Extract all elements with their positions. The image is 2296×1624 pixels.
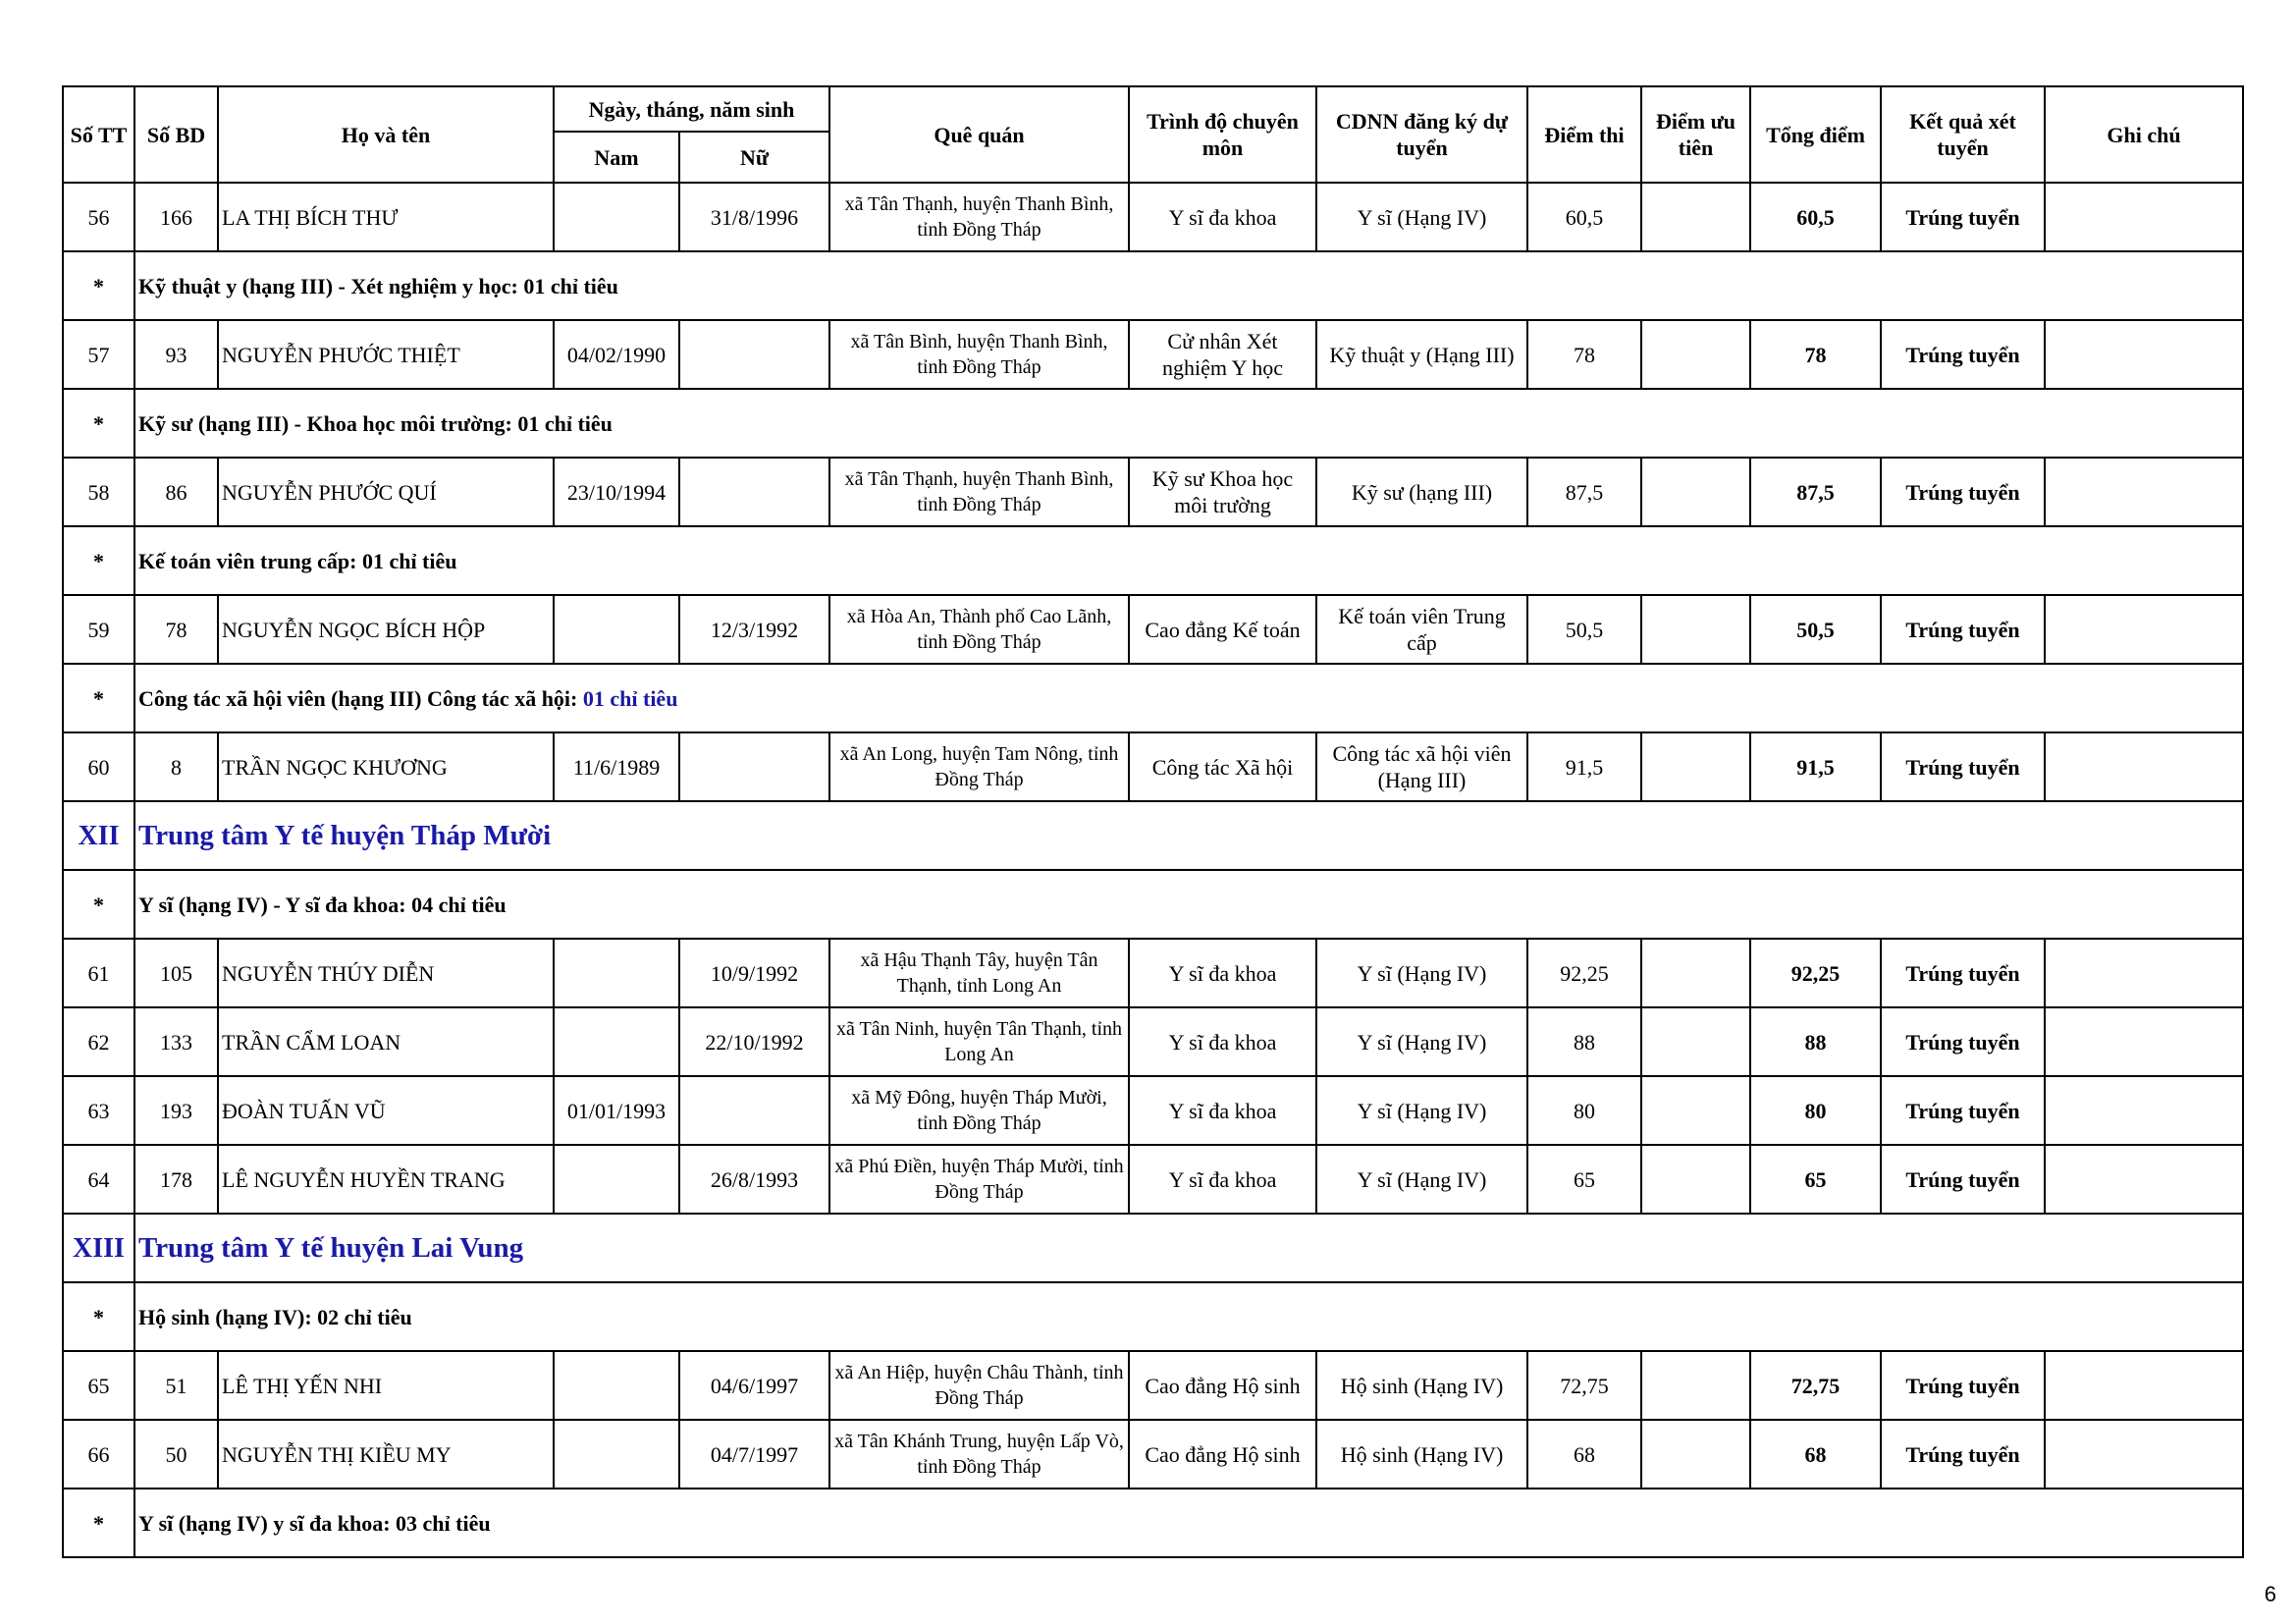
cell-dob-male: 11/6/1989 [554, 732, 679, 801]
cell-cdnn: Kỹ sư (hạng III) [1316, 458, 1527, 526]
header-priority-score: Điểm ưu tiên [1641, 86, 1750, 183]
cell-name: LÊ THỊ YẾN NHI [218, 1351, 554, 1420]
cell-priority-score [1641, 320, 1750, 389]
cell-total: 68 [1750, 1420, 1881, 1489]
cell-dob-female: 31/8/1996 [679, 183, 829, 251]
cell-hometown: xã Phú Điền, huyện Tháp Mười, tỉnh Đồng Tháp [829, 1145, 1129, 1214]
group-label-text: Y sĩ (hạng IV) - Y sĩ đa khoa: 04 chỉ tiêu [138, 892, 507, 917]
cell-exam-score: 60,5 [1527, 183, 1641, 251]
group-label-highlight: 01 chỉ tiêu [582, 685, 678, 711]
results-table [62, 85, 2244, 1558]
cell-exam-score: 91,5 [1527, 732, 1641, 801]
group-marker: * [63, 1489, 134, 1557]
cell-exam-score: 72,75 [1527, 1351, 1641, 1420]
group-label [134, 1282, 2243, 1351]
group-row [63, 389, 2243, 458]
group-label-text: Y sĩ (hạng IV) y sĩ đa khoa: 03 chỉ tiêu [138, 1510, 491, 1536]
cell-dob-male: 01/01/1993 [554, 1076, 679, 1145]
table-row [63, 320, 2243, 389]
group-label [134, 1489, 2243, 1557]
section-number: XII [63, 801, 134, 870]
cell-name: TRẦN NGỌC KHƯƠNG [218, 732, 554, 801]
table-row [63, 939, 2243, 1007]
cell-name: NGUYỄN NGỌC BÍCH HỘP [218, 595, 554, 664]
header-hometown: Quê quán [829, 86, 1129, 183]
cell-exam-score: 68 [1527, 1420, 1641, 1489]
section-row [63, 1214, 2243, 1282]
header-total: Tổng điểm [1750, 86, 1881, 183]
cell-qualification: Cao đẳng Hộ sinh [1129, 1351, 1316, 1420]
header-stt: Số TT [63, 86, 134, 183]
cell-exam-score: 92,25 [1527, 939, 1641, 1007]
cell-note [2045, 458, 2243, 526]
cell-exam-score: 88 [1527, 1007, 1641, 1076]
cell-priority-score [1641, 1351, 1750, 1420]
cell-total: 91,5 [1750, 732, 1881, 801]
cell-sbd: 86 [134, 458, 218, 526]
cell-note [2045, 183, 2243, 251]
cell-result: Trúng tuyển [1881, 1145, 2045, 1214]
cell-sbd: 8 [134, 732, 218, 801]
group-label-text: Kế toán viên trung cấp: 01 chỉ tiêu [138, 548, 457, 573]
group-label [134, 870, 2243, 939]
group-marker: * [63, 1282, 134, 1351]
cell-stt: 60 [63, 732, 134, 801]
cell-result: Trúng tuyển [1881, 183, 2045, 251]
cell-stt: 56 [63, 183, 134, 251]
group-label-text: Công tác xã hội viên (hạng III) Công tác xã hội: [138, 685, 583, 711]
cell-hometown: xã Hậu Thạnh Tây, huyện Tân Thạnh, tỉnh Long An [829, 939, 1129, 1007]
cell-dob-female: 10/9/1992 [679, 939, 829, 1007]
cell-dob-female [679, 1076, 829, 1145]
group-row [63, 870, 2243, 939]
page-number: 6 [2264, 1582, 2276, 1606]
header-exam-score: Điểm thi [1527, 86, 1641, 183]
header-name: Họ và tên [218, 86, 554, 183]
cell-stt: 57 [63, 320, 134, 389]
cell-dob-female: 26/8/1993 [679, 1145, 829, 1214]
cell-qualification: Y sĩ đa khoa [1129, 1145, 1316, 1214]
header-result: Kết quả xét tuyển [1881, 86, 2045, 183]
cell-total: 65 [1750, 1145, 1881, 1214]
cell-cdnn: Công tác xã hội viên (Hạng III) [1316, 732, 1527, 801]
header-cdnn: CDNN đăng ký dự tuyển [1316, 86, 1527, 183]
table-row [63, 1145, 2243, 1214]
cell-dob-female: 12/3/1992 [679, 595, 829, 664]
cell-hometown: xã Tân Khánh Trung, huyện Lấp Vò, tỉnh Đồng Tháp [829, 1420, 1129, 1489]
cell-dob-male [554, 1420, 679, 1489]
group-marker: * [63, 870, 134, 939]
table-row [63, 183, 2243, 251]
cell-dob-male [554, 939, 679, 1007]
cell-exam-score: 80 [1527, 1076, 1641, 1145]
group-row [63, 1489, 2243, 1557]
cell-hometown: xã Tân Thạnh, huyện Thanh Bình, tỉnh Đồng Tháp [829, 458, 1129, 526]
cell-qualification: Y sĩ đa khoa [1129, 939, 1316, 1007]
cell-note [2045, 1076, 2243, 1145]
cell-cdnn: Kế toán viên Trung cấp [1316, 595, 1527, 664]
cell-result: Trúng tuyển [1881, 1007, 2045, 1076]
cell-sbd: 93 [134, 320, 218, 389]
cell-name: NGUYỄN THỊ KIỀU MY [218, 1420, 554, 1489]
cell-total: 80 [1750, 1076, 1881, 1145]
cell-priority-score [1641, 183, 1750, 251]
cell-hometown: xã Mỹ Đông, huyện Tháp Mười, tỉnh Đồng Tháp [829, 1076, 1129, 1145]
cell-name: LÊ NGUYỄN HUYỀN TRANG [218, 1145, 554, 1214]
cell-name: LA THỊ BÍCH THƯ [218, 183, 554, 251]
group-label [134, 664, 2243, 732]
cell-total: 72,75 [1750, 1351, 1881, 1420]
cell-qualification: Cao đẳng Hộ sinh [1129, 1420, 1316, 1489]
cell-dob-female [679, 458, 829, 526]
table-body [63, 183, 2243, 1557]
section-title: Trung tâm Y tế huyện Tháp Mười [134, 801, 2243, 870]
results-sheet [62, 85, 2242, 1558]
cell-name: NGUYỄN PHƯỚC QUÍ [218, 458, 554, 526]
cell-total: 60,5 [1750, 183, 1881, 251]
cell-cdnn: Y sĩ (Hạng IV) [1316, 1007, 1527, 1076]
table-row [63, 458, 2243, 526]
cell-note [2045, 732, 2243, 801]
cell-cdnn: Kỹ thuật y (Hạng III) [1316, 320, 1527, 389]
group-label [134, 526, 2243, 595]
group-label [134, 389, 2243, 458]
cell-dob-male [554, 1145, 679, 1214]
cell-cdnn: Hộ sinh (Hạng IV) [1316, 1420, 1527, 1489]
cell-hometown: xã Tân Ninh, huyện Tân Thạnh, tỉnh Long An [829, 1007, 1129, 1076]
cell-stt: 62 [63, 1007, 134, 1076]
cell-priority-score [1641, 458, 1750, 526]
cell-hometown: xã Tân Bình, huyện Thanh Bình, tỉnh Đồng Tháp [829, 320, 1129, 389]
cell-priority-score [1641, 595, 1750, 664]
cell-sbd: 178 [134, 1145, 218, 1214]
cell-total: 78 [1750, 320, 1881, 389]
cell-priority-score [1641, 1145, 1750, 1214]
cell-qualification: Y sĩ đa khoa [1129, 183, 1316, 251]
cell-cdnn: Y sĩ (Hạng IV) [1316, 1145, 1527, 1214]
cell-dob-male [554, 183, 679, 251]
cell-hometown: xã Tân Thạnh, huyện Thanh Bình, tỉnh Đồng Tháp [829, 183, 1129, 251]
cell-priority-score [1641, 1076, 1750, 1145]
group-marker: * [63, 664, 134, 732]
cell-dob-male: 23/10/1994 [554, 458, 679, 526]
group-label-text: Hộ sinh (hạng IV): 02 chỉ tiêu [138, 1304, 412, 1329]
cell-stt: 61 [63, 939, 134, 1007]
header-dob: Ngày, tháng, năm sinh [554, 86, 829, 132]
group-row [63, 1282, 2243, 1351]
cell-total: 92,25 [1750, 939, 1881, 1007]
cell-sbd: 51 [134, 1351, 218, 1420]
cell-note [2045, 595, 2243, 664]
group-label [134, 251, 2243, 320]
cell-dob-female [679, 732, 829, 801]
cell-qualification: Công tác Xã hội [1129, 732, 1316, 801]
cell-hometown: xã An Long, huyện Tam Nông, tỉnh Đồng Tháp [829, 732, 1129, 801]
group-marker: * [63, 251, 134, 320]
cell-total: 87,5 [1750, 458, 1881, 526]
group-label-text: Kỹ thuật y (hạng III) - Xét nghiệm y học: 01 chỉ tiêu [138, 273, 618, 298]
cell-result: Trúng tuyển [1881, 1076, 2045, 1145]
group-marker: * [63, 526, 134, 595]
cell-sbd: 50 [134, 1420, 218, 1489]
group-label-text: Kỹ sư (hạng III) - Khoa học môi trường: 01 chỉ tiêu [138, 410, 613, 436]
cell-sbd: 78 [134, 595, 218, 664]
cell-dob-male: 04/02/1990 [554, 320, 679, 389]
cell-dob-female: 04/7/1997 [679, 1420, 829, 1489]
cell-result: Trúng tuyển [1881, 1351, 2045, 1420]
cell-cdnn: Hộ sinh (Hạng IV) [1316, 1351, 1527, 1420]
group-row [63, 664, 2243, 732]
cell-qualification: Cử nhân Xét nghiệm Y học [1129, 320, 1316, 389]
cell-dob-female [679, 320, 829, 389]
cell-stt: 65 [63, 1351, 134, 1420]
cell-note [2045, 320, 2243, 389]
cell-sbd: 133 [134, 1007, 218, 1076]
cell-exam-score: 78 [1527, 320, 1641, 389]
cell-cdnn: Y sĩ (Hạng IV) [1316, 939, 1527, 1007]
cell-stt: 66 [63, 1420, 134, 1489]
cell-name: NGUYỄN THÚY DIỄN [218, 939, 554, 1007]
cell-note [2045, 939, 2243, 1007]
cell-sbd: 193 [134, 1076, 218, 1145]
cell-exam-score: 65 [1527, 1145, 1641, 1214]
cell-qualification: Y sĩ đa khoa [1129, 1076, 1316, 1145]
cell-dob-female: 04/6/1997 [679, 1351, 829, 1420]
section-number: XIII [63, 1214, 134, 1282]
header-note: Ghi chú [2045, 86, 2243, 183]
cell-name: ĐOÀN TUẤN VŨ [218, 1076, 554, 1145]
cell-result: Trúng tuyển [1881, 595, 2045, 664]
cell-exam-score: 87,5 [1527, 458, 1641, 526]
table-header [63, 86, 2243, 183]
cell-dob-male [554, 1351, 679, 1420]
cell-hometown: xã An Hiệp, huyện Châu Thành, tỉnh Đồng Tháp [829, 1351, 1129, 1420]
header-male: Nam [554, 132, 679, 183]
table-row [63, 595, 2243, 664]
cell-exam-score: 50,5 [1527, 595, 1641, 664]
cell-stt: 63 [63, 1076, 134, 1145]
cell-result: Trúng tuyển [1881, 939, 2045, 1007]
cell-hometown: xã Hòa An, Thành phố Cao Lãnh, tỉnh Đồng Tháp [829, 595, 1129, 664]
cell-stt: 59 [63, 595, 134, 664]
cell-note [2045, 1145, 2243, 1214]
cell-priority-score [1641, 939, 1750, 1007]
cell-cdnn: Y sĩ (Hạng IV) [1316, 1076, 1527, 1145]
cell-sbd: 105 [134, 939, 218, 1007]
table-row [63, 1076, 2243, 1145]
cell-dob-male [554, 1007, 679, 1076]
cell-note [2045, 1351, 2243, 1420]
cell-name: NGUYỄN PHƯỚC THIỆT [218, 320, 554, 389]
cell-dob-male [554, 595, 679, 664]
group-row [63, 526, 2243, 595]
cell-result: Trúng tuyển [1881, 320, 2045, 389]
cell-qualification: Kỹ sư Khoa học môi trường [1129, 458, 1316, 526]
cell-result: Trúng tuyển [1881, 732, 2045, 801]
cell-cdnn: Y sĩ (Hạng IV) [1316, 183, 1527, 251]
cell-note [2045, 1007, 2243, 1076]
group-marker: * [63, 389, 134, 458]
cell-priority-score [1641, 1420, 1750, 1489]
cell-note [2045, 1420, 2243, 1489]
header-qualification: Trình độ chuyên môn [1129, 86, 1316, 183]
header-female: Nữ [679, 132, 829, 183]
cell-total: 88 [1750, 1007, 1881, 1076]
cell-qualification: Cao đẳng Kế toán [1129, 595, 1316, 664]
cell-priority-score [1641, 732, 1750, 801]
cell-priority-score [1641, 1007, 1750, 1076]
table-row [63, 1351, 2243, 1420]
cell-qualification: Y sĩ đa khoa [1129, 1007, 1316, 1076]
header-sbd: Số BD [134, 86, 218, 183]
table-row [63, 732, 2243, 801]
cell-dob-female: 22/10/1992 [679, 1007, 829, 1076]
cell-stt: 58 [63, 458, 134, 526]
cell-name: TRẦN CẨM LOAN [218, 1007, 554, 1076]
cell-sbd: 166 [134, 183, 218, 251]
table-row [63, 1007, 2243, 1076]
group-row [63, 251, 2243, 320]
cell-stt: 64 [63, 1145, 134, 1214]
cell-total: 50,5 [1750, 595, 1881, 664]
section-row [63, 801, 2243, 870]
cell-result: Trúng tuyển [1881, 1420, 2045, 1489]
cell-result: Trúng tuyển [1881, 458, 2045, 526]
section-title: Trung tâm Y tế huyện Lai Vung [134, 1214, 2243, 1282]
table-row [63, 1420, 2243, 1489]
